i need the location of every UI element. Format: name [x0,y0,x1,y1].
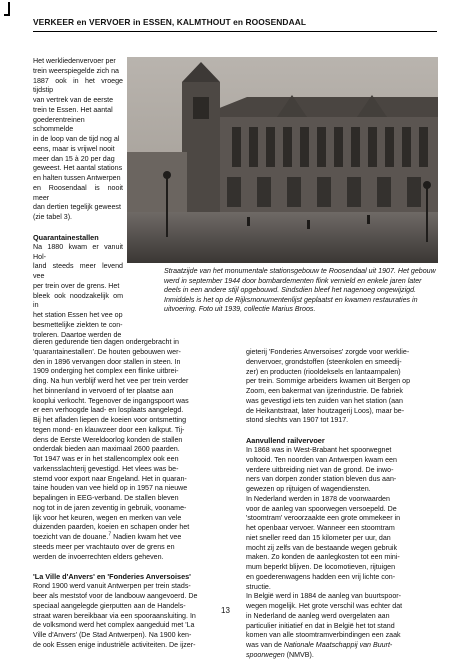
intro-text [33,57,123,340]
page-number: 13 [221,606,230,615]
footnote-marker: 7 [108,531,112,538]
ville-paragraph: Rond 1900 werd vanuit Antwerpen per trein stads- beer als meststof voor de landbouw aangevoerd. De speciaal aangelegde gierputten aan de Handels- straat waren bereikbaar via een spooraansluiting. In de volksmond werd het complex aangeduid met 'La Ville d'Anvers' (De Stad Antwerpen). Na 1900 ken- de ook Essen enige industriële activiteiten. De ijzer- [33,582,198,649]
intro-paragraph: Het werkliedenvervoer per trein weerspiegelde zich na 1887 ook in het vroege tijdstip van vertrek van de eerste trein te Essen. Het aantal goederentreinen schommelde in de loop van de tijd nog al eens, maar is vrijwel nooit meer dan 15 à 20 per dag geweest. Het aantal stations en halten tussen Antwerpen en Roosendaal is nooit meer dan dertien tegelijk geweest (zie tabel 3). [33,57,123,221]
section-heading-quarantine: Quarantainestallen [33,232,99,242]
photo-caption: Straatzijde van het monumentale stationsgebouw te Roosendaal uit 1907. Het gebouw werd in september 1944 door bombardementen flink vernield en enkele jaren later deels in een andere stijl opgebouwd. Sindsdien bleef het nagenoeg ongewijzigd. Inmiddels is het op de Rijksmonumentenlijst geplaatst en kwamen restauraties in uitvoering. Foto uit 1939, collectie Marius Broos. [164,267,436,313]
running-header: VERKEER en VERVOER in ESSEN, KALMTHOUT en ROOSENDAAL [33,17,307,27]
quarantine-paragraph-start: Na 1880 kwam er vanuit Hol- land steeds meer levend vee per trein over de grens. Het bleek ook noodzakelijk om in het station Essen het vee op besmettelijke ziekten te con- troleren. Daartoe werden de [33,242,123,339]
section-heading-railvervoer: Aanvullend railvervoer [246,436,325,445]
station-photo [127,57,438,263]
crop-mark [2,2,12,16]
quarantine-text [33,338,223,651]
nmvb-name: Nationale Maatschappij van Buurt- [283,641,393,649]
header-rule [33,31,437,32]
railvervoer-paragraph: In 1868 was in West-Brabant het spoorwegnet voltooid. Ten noorden van Antwerpen kwam een verdere uitbreiding niet van de grond. De inwo- ners van dorpen zonder station bleven dus aan- gewezen op rijtuigen of wagendiensten. In Nederland werden in 1878 de voorwaarden voor de aanleg van spoorwegen versoepeld. De 'stoomtram' veroorzaakte een grote ommekeer in het openbaar vervoer. Wanneer een stoomtram niet sneller reed dan 15 kilometer per uur, dan mocht zij zelfs van de bestaande wegen gebruik maken. Zo konden de aanlegkosten tot een mini- mum beperkt blijven. De locomotieven, rijtuigen en goederenwagens hadden een vrij lichte con- structie. In België werd in 1884 de aanleg van buurtspoor- wegen mogelijk. Het grote verschil was echter dat in Nederland de aanleg werd overgelaten aan particulier initiatief en dat in België het tot stand komen van alle stoomtramverbindingen een zaak was van de Nationale Maatschappij van Buurt- spoorwegen (NMVB). [246,446,403,659]
quarantine-paragraph: dieren gedurende tien dagen ondergebracht in 'quarantainestallen'. De houten gebouwen wer- den in 1896 vervangen door stallen in steen. In 1909 onderging het complex een flinke uitbrei- ding. Na hun verblijf werd het vee per trein verder het binnenland in vervoerd of ter plaatse aan kooplui verkocht. Tegenover de ingangspoort was er een verhoogde laad- en losplaats aangelegd. Bij het afladen liepen de koeien voor ontsmetting tegen mond- en klauwzeer door een kalkput. Tij- dens de Eerste Wereldoorlog konden de stallen onderdak bieden aan maximaal 2600 paarden. Tot 1947 was er in het stallencomplex ook een varkensslachterij gevestigd. Het vlees was be- stemd voor export naar Engeland. Het in quaran- taine houden van vee hield op in 1957 na nieuwe bepalingen in EEG-verband. De stallen bleven nog tot in de jaren zeventig in gebruik, vooname- lijk voor het keuren, wegen en merken van vele duizenden paarden, koeien en schapen onder het toezicht van de douane.$^7$ Nadien kwam het vee steeds meer per vrachtauto over de grens en werden de invoerrechten elders geheven. [33,338,190,561]
right-column-text [246,348,438,661]
station-building-illustration [127,57,438,263]
section-heading-ville-anvers: 'La Ville d'Anvers' en 'Fonderies Anversoises' [33,572,191,582]
foundry-paragraph: gieterij 'Fonderies Anversoises' zorgde voor werklie- denvervoer, grondstoffen (steenkolen en smeedij- zer) en producten (riooldeksels en lantaarnpalen) per trein. Sommige arbeiders kwamen uit Bergen op Zoom, een bakermat van ijzerindustrie. De fabriek was gevestigd iets ten zuiden van het station (aan de Heikantstraat, later houtzagerij Loos), maar be- stond slechts van 1907 tot 1917. [246,348,411,425]
